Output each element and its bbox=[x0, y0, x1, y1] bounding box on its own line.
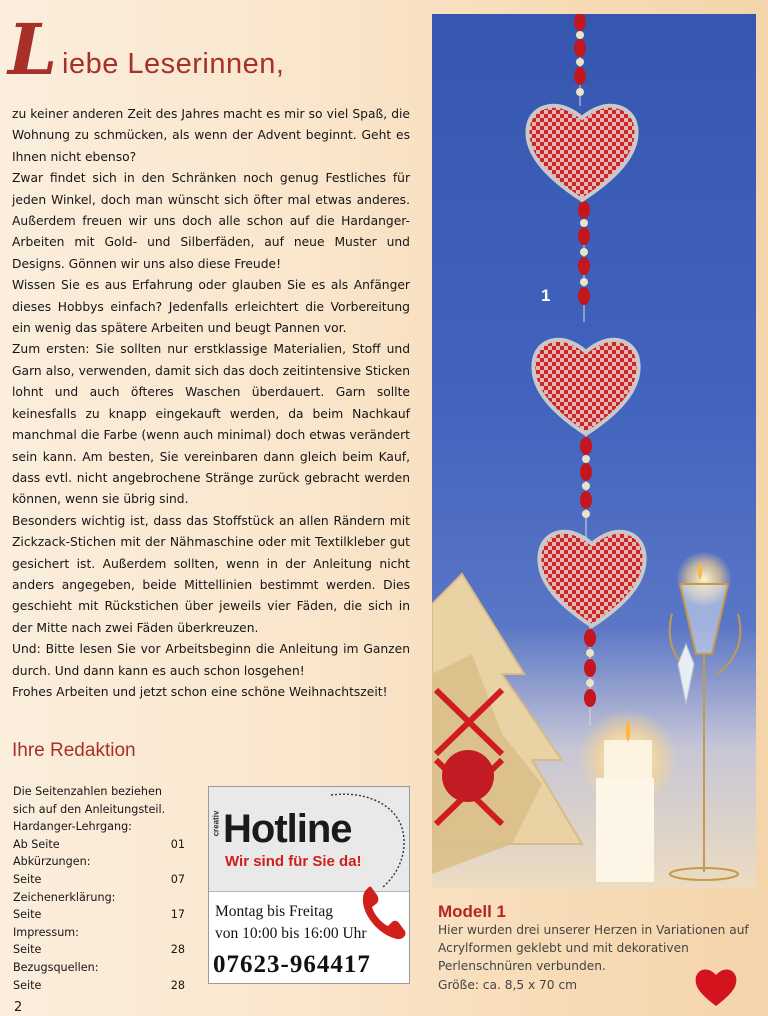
index-entry-label: Ab Seite bbox=[13, 837, 60, 851]
letter-paragraph: Und: Bitte lesen Sie vor Arbeitsbeginn die Anleitung im Ganzen durch. Und dann kann es auch schon losgehen! bbox=[12, 642, 410, 678]
index-entry-title: Bezugsquellen: bbox=[13, 960, 99, 974]
product-photo bbox=[432, 14, 756, 888]
brand-label: creativ bbox=[211, 810, 221, 837]
letter-paragraph: Zum ersten: Sie sollten nur erstklassige Materialien, Stoff und Garn also, verwenden, damit sich das doch zeitintensive Sticken lohnt und auch öfteres Waschen überdauert. Garn sollte keinesfalls zu knapp eingekauft werden, da beim Nachkauf manchmal die Farbe (wenn auch minimal) doch etwas verändert sein kann. Am besten, Sie vereinbaren dann gleich beim Kauf, dass evtl. nicht angebrochene Stränge zurück gebracht werden können, wenn sie übrig sind. bbox=[12, 342, 410, 507]
index-entry-title: Hardanger-Lehrgang: bbox=[13, 820, 132, 834]
candle-holder bbox=[670, 584, 741, 880]
index-entry-title: Abkürzungen: bbox=[13, 855, 91, 869]
caption-size: Größe: ca. 8,5 x 70 cm bbox=[438, 978, 578, 992]
hotline-times: von 10:00 bis 16:00 Uhr bbox=[215, 925, 367, 942]
heart-ornament-2 bbox=[533, 340, 638, 434]
red-ball-ornament bbox=[442, 750, 494, 802]
index-entry-page: 28 bbox=[170, 943, 185, 957]
signature: Ihre Redaktion bbox=[12, 740, 136, 761]
caption-text: Hier wurden drei unserer Herzen in Variationen auf Acrylformen geklebt und mit dekorativen Perlenschnüren verbunden. bbox=[438, 923, 749, 973]
index-entry-label: Seite bbox=[13, 872, 42, 886]
index-entry-label: Seite bbox=[13, 978, 42, 992]
greeting-heading bbox=[8, 10, 408, 90]
hotline-box bbox=[208, 786, 410, 984]
model-number-label: 1 bbox=[541, 286, 551, 305]
index-entry-title: Impressum: bbox=[13, 925, 79, 939]
index-entry-label: Seite bbox=[13, 908, 42, 922]
index-entry-page: 17 bbox=[170, 908, 185, 922]
editorial-letter bbox=[12, 104, 410, 703]
index-entry-page: 28 bbox=[170, 978, 185, 992]
letter-paragraph: Frohes Arbeiten und jetzt schon eine schöne Weihnachtszeit! bbox=[12, 684, 388, 699]
index-entry-label: Seite bbox=[13, 943, 42, 957]
page-index bbox=[13, 783, 185, 994]
index-entry bbox=[13, 818, 185, 853]
crystal-pendant bbox=[678, 644, 694, 704]
telephone-icon bbox=[359, 883, 409, 943]
heart-icon bbox=[694, 966, 738, 1008]
index-entry bbox=[13, 924, 185, 959]
index-intro: Die Seitenzahlen beziehen sich auf den Anleitungsteil. bbox=[13, 785, 166, 816]
index-entry-page: 07 bbox=[170, 872, 185, 886]
index-entry-page: 01 bbox=[170, 837, 185, 851]
page-number: 2 bbox=[14, 1000, 23, 1015]
letter-paragraph: Besonders wichtig ist, dass das Stoffstück an allen Rändern mit Zickzack-Stichen mit der Nähmaschine oder mit Textilkleber gut gesichert ist. Außerdem sollten, wenn in der Anleitung nicht anders angegeben, beide Mittellinien bestimmt werden. Dies geschieht mit Rückstichen über jeweils vier Fäden, die sich in der Mitte nach zwei Fäden überkreuzen. bbox=[12, 513, 410, 635]
heart-ornament-1 bbox=[527, 106, 636, 200]
letter-paragraph: Wissen Sie es aus Erfahrung oder glauben Sie es als Anfänger dieses Hobbys einfach? Jedenfalls erleichtert die Vorbereitung ein wenig das spätere Arbeiten und beugt Pannen vor. bbox=[12, 278, 410, 336]
greeting-text: iebe Leserinnen, bbox=[62, 48, 285, 80]
hotline-slogan: Wir sind für Sie da! bbox=[225, 853, 362, 870]
letter-paragraph: zu keiner anderen Zeit des Jahres macht es mir so viel Spaß, die Wohnung zu schmücken, als wenn der Advent beginnt. Geht es Ihnen nicht ebenso? bbox=[12, 107, 410, 164]
hotline-days: Montag bis Freitag bbox=[215, 903, 333, 920]
caption-title: Modell 1 bbox=[438, 902, 507, 921]
hotline-phone-number: 07623-964417 bbox=[213, 951, 371, 978]
letter-paragraph: Zwar findet sich in den Schränken noch genug Festliches für jeden Winkel, doch man wünscht sich öfter mal etwas anderes. Außerdem freuen wir uns doch alle schon auf die Hardanger-Arbeiten mit Gold- und Silberfäden, auf neue Muster und Designs. Gönnen wir uns also diese Freude! bbox=[12, 171, 410, 271]
index-entry bbox=[13, 959, 185, 994]
hotline-title: Hotline bbox=[223, 807, 352, 851]
wooden-tree-decoration bbox=[432, 574, 582, 874]
large-candle bbox=[596, 778, 654, 882]
index-entry bbox=[13, 853, 185, 888]
greeting-initial: L bbox=[8, 8, 58, 91]
index-entry bbox=[13, 889, 185, 924]
heart-garland-illustration bbox=[432, 14, 756, 888]
heart-ornament-3 bbox=[539, 532, 644, 626]
index-entry-title: Zeichenerklärung: bbox=[13, 890, 116, 904]
hotline-hours bbox=[215, 901, 367, 945]
